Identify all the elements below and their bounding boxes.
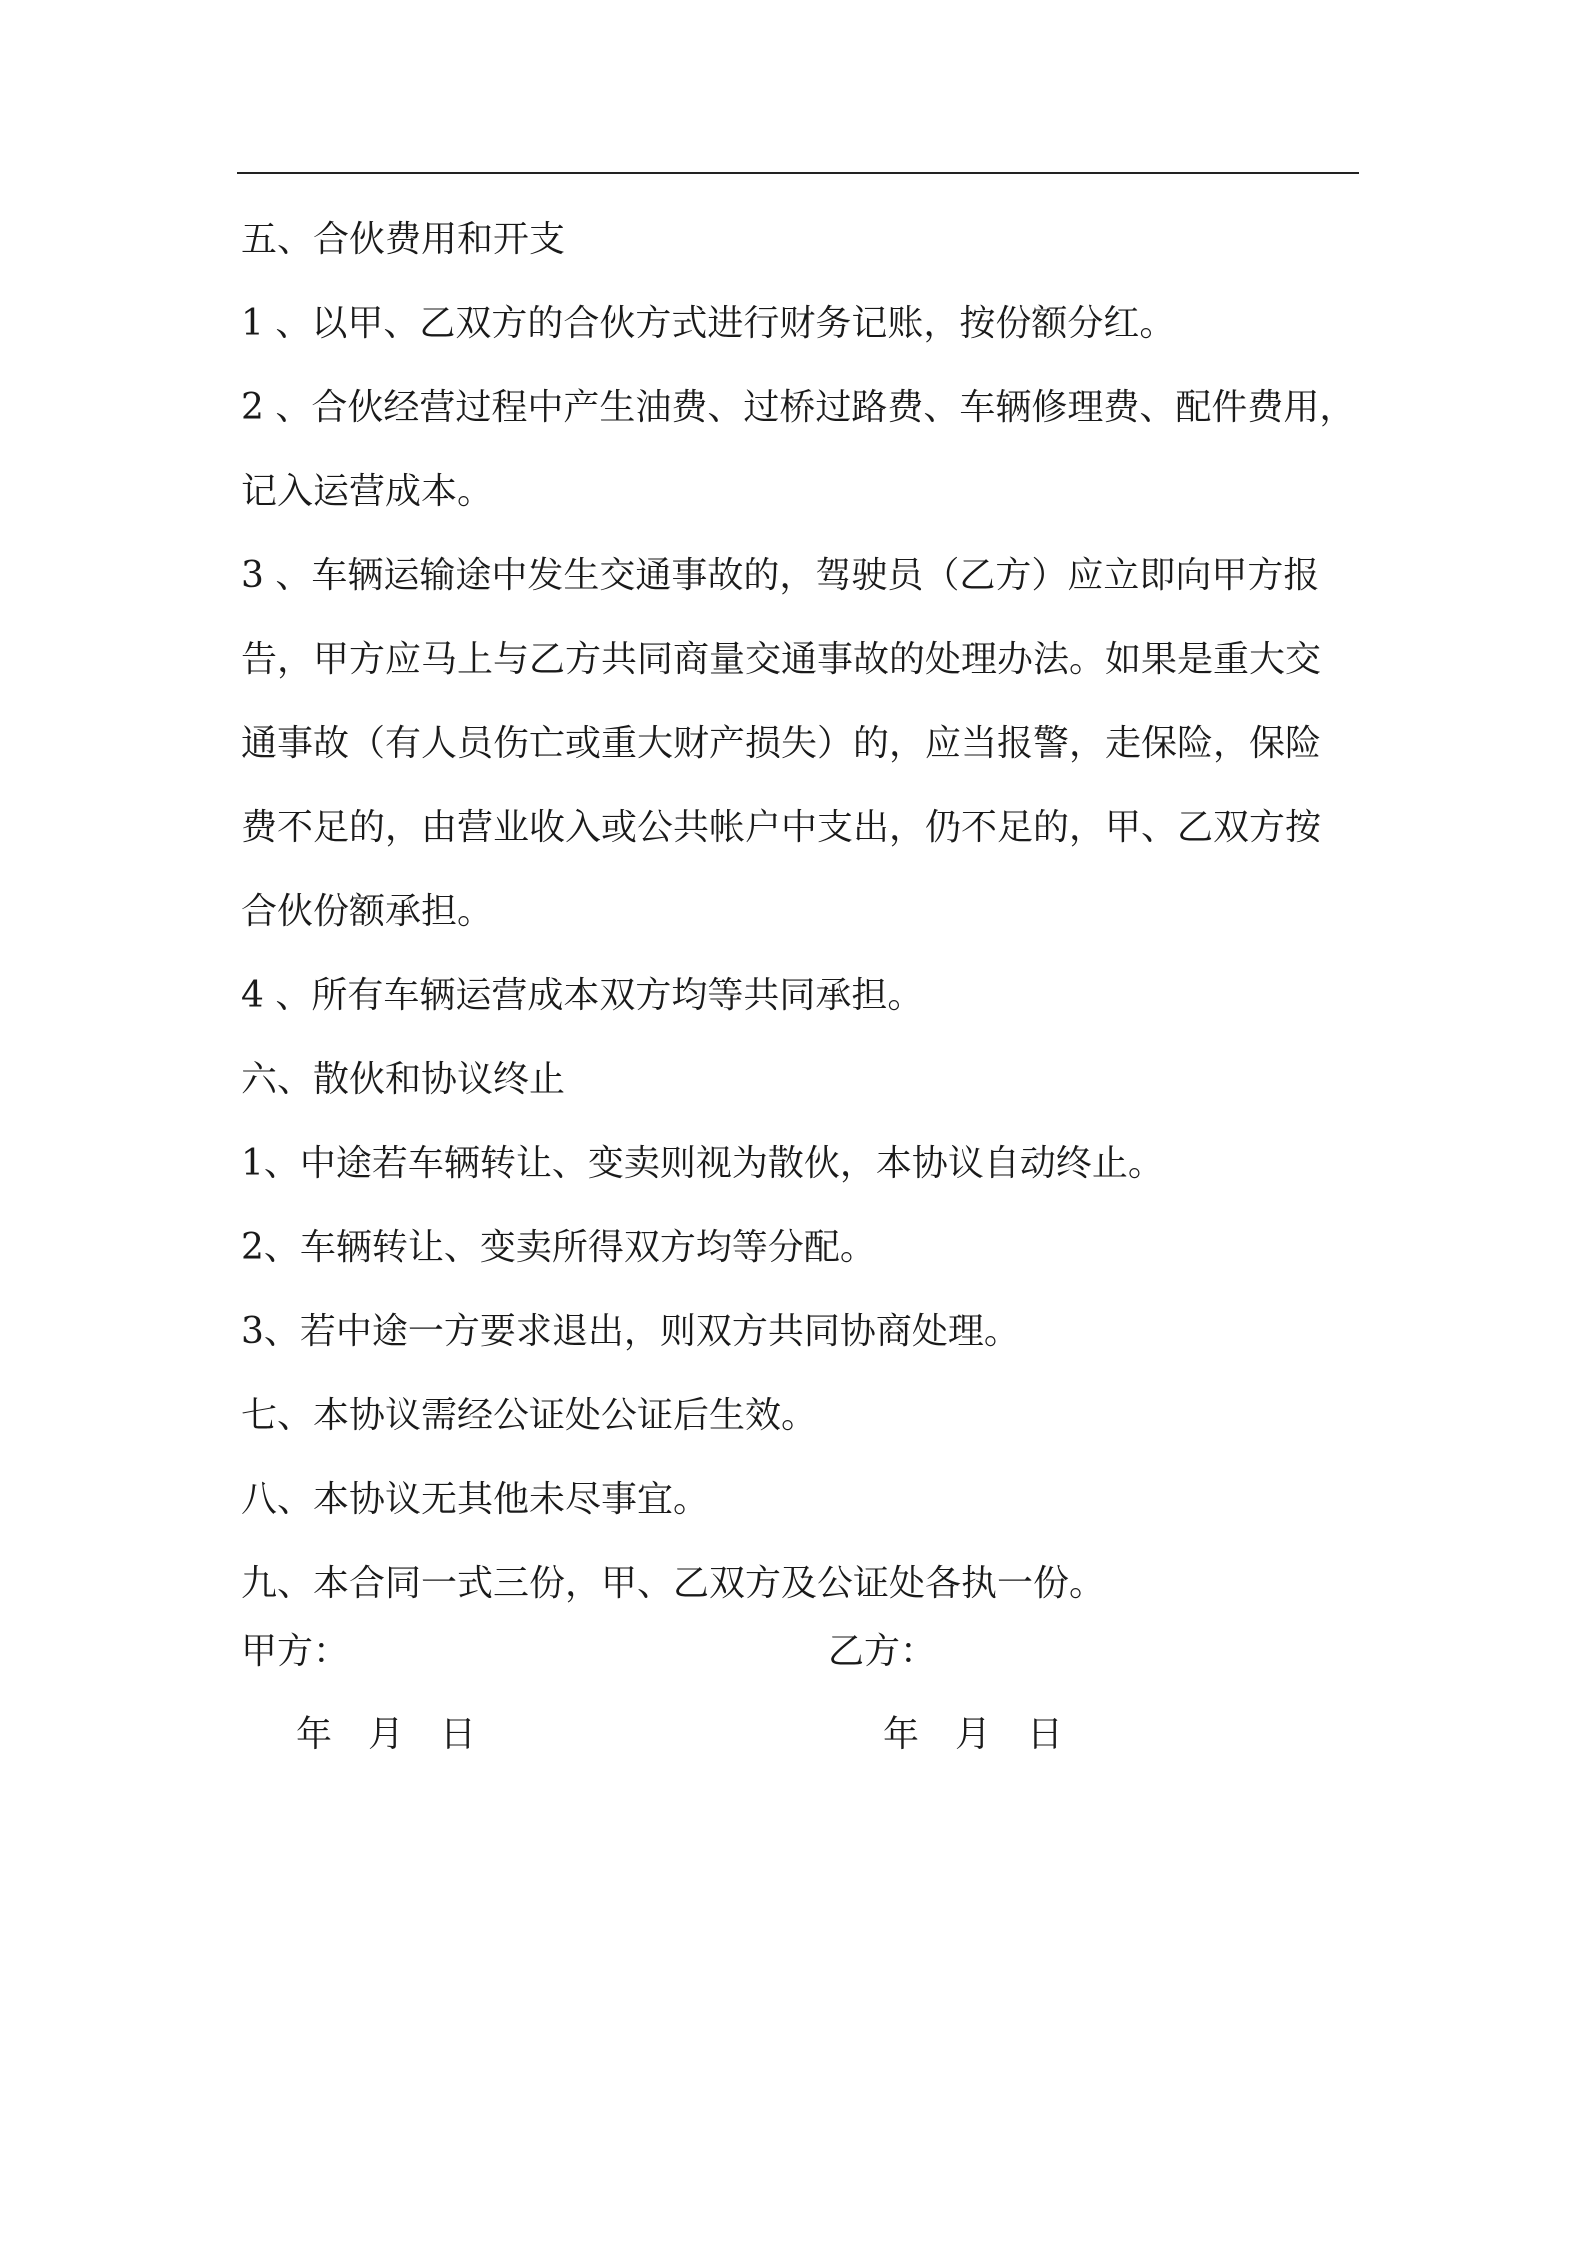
signature-party-row — [241, 1610, 1361, 1694]
clause-5-4: 4 、所有车辆运营成本双方均等共同承担。 — [241, 975, 924, 1016]
section-heading-5: 五、合伙费用和开支 — [241, 219, 566, 260]
header-rule — [237, 172, 1359, 174]
section-heading-6: 六、散伙和协议终止 — [241, 1059, 566, 1100]
clause-5-3-line-5: 合伙份额承担。 — [241, 891, 494, 932]
clause-5-2-line-1: 2 、合伙经营过程中产生油费、过桥过路费、车辆修理费、配件费用， — [241, 387, 1356, 428]
clause-5-3-line-4: 费不足的，由营业收入或公共帐户中支出，仍不足的，甲、乙双方按 — [241, 807, 1322, 848]
party-a-label: 甲方： — [241, 1631, 350, 1672]
clause-5-3-line-3: 通事故（有人员伤亡或重大财产损失）的，应当报警，走保险，保险 — [241, 723, 1322, 764]
clause-5-2-line-2: 记入运营成本。 — [241, 471, 494, 512]
clause-6-1: 1、中途若车辆转让、变卖则视为散伙，本协议自动终止。 — [241, 1143, 1164, 1184]
party-b-label: 乙方： — [828, 1631, 937, 1672]
clause-5-1: 1 、以甲、乙双方的合伙方式进行财务记账，按份额分红。 — [241, 303, 1176, 344]
section-8: 八、本协议无其他未尽事宜。 — [241, 1479, 710, 1520]
section-7: 七、本协议需经公证处公证后生效。 — [241, 1395, 818, 1436]
clause-5-3-line-1: 3 、车辆运输途中发生交通事故的，驾驶员（乙方）应立即向甲方报 — [241, 555, 1320, 596]
signature-date-row — [241, 1693, 1361, 1777]
clause-6-2: 2、车辆转让、变卖所得双方均等分配。 — [241, 1227, 876, 1268]
party-b-date: 年 月 日 — [883, 1714, 1064, 1755]
party-a-date: 年 月 日 — [296, 1714, 477, 1755]
clause-5-3-line-2: 告，甲方应马上与乙方共同商量交通事故的处理办法。如果是重大交 — [241, 639, 1322, 680]
document-body — [241, 198, 1361, 1626]
section-9: 九、本合同一式三份，甲、乙双方及公证处各执一份。 — [241, 1563, 1106, 1604]
clause-6-3: 3、若中途一方要求退出，则双方共同协商处理。 — [241, 1311, 1020, 1352]
